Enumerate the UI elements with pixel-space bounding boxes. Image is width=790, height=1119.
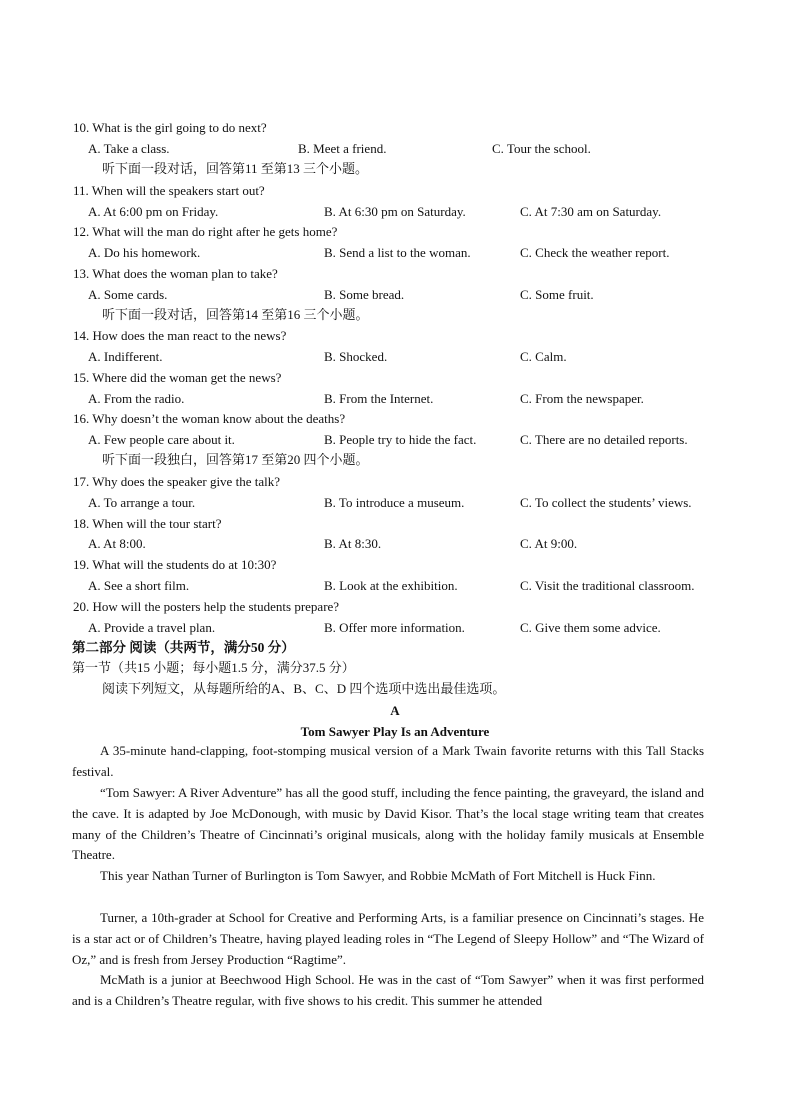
passage-paragraph: This year Nathan Turner of Burlington is Tom Sawyer, and Robbie McMath of Fort Mitchell is Huck Finn. bbox=[100, 868, 656, 883]
option-c: C. Give them some advice. bbox=[520, 620, 661, 635]
option-c: C. At 7:30 am on Saturday. bbox=[520, 204, 662, 219]
option-b: B. At 8:30. bbox=[324, 536, 382, 551]
question-stem: 17. Why does the speaker give the talk? bbox=[73, 474, 280, 489]
question-stem: 18. When will the tour start? bbox=[73, 516, 222, 531]
question-stem: 11. When will the speakers start out? bbox=[73, 183, 265, 198]
option-c: C. Check the weather report. bbox=[520, 245, 670, 260]
option-b: B. Meet a friend. bbox=[298, 141, 387, 156]
option-b: B. At 6:30 pm on Saturday. bbox=[324, 204, 466, 219]
passage-paragraph: A 35-minute hand-clapping, foot-stomping musical version of a Mark Twain favorite returns with this Tall Stacks festival. bbox=[72, 743, 704, 779]
option-a: A. Take a class. bbox=[88, 141, 170, 156]
option-c: C. Calm. bbox=[520, 349, 567, 364]
section-heading: 第一节（共15 小题；每小题1.5 分，满分37.5 分） bbox=[72, 660, 355, 675]
question-stem: 16. Why doesn’t the woman know about the deaths? bbox=[73, 411, 346, 426]
question-stem: 14. How does the man react to the news? bbox=[73, 328, 287, 343]
option-b: B. Some bread. bbox=[324, 287, 405, 302]
option-a: A. At 6:00 pm on Friday. bbox=[88, 204, 219, 219]
option-a: A. Indifferent. bbox=[88, 349, 163, 364]
option-c: C. Tour the school. bbox=[492, 141, 591, 156]
listening-instruction: 听下面一段对话，回答第11 至第13 三个小题。 bbox=[102, 161, 369, 176]
passage-label: A bbox=[390, 703, 400, 718]
option-c: C. At 9:00. bbox=[520, 536, 578, 551]
question-stem: 19. What will the students do at 10:30? bbox=[73, 557, 277, 572]
option-b: B. Send a list to the woman. bbox=[324, 245, 471, 260]
option-c: C. To collect the students’ views. bbox=[520, 495, 692, 510]
passage-paragraph: Turner, a 10th-grader at School for Creative and Performing Arts, is a familiar presence on Cincinnati’s stages. He is a star act or of Children’s Theatre, having played leading roles in “The Legend of Sleepy Hollow” and “The Wizard of Oz,” and is fresh from Jersey Production “Ragtime”. bbox=[72, 910, 704, 967]
option-c: C. Some fruit. bbox=[520, 287, 594, 302]
listening-instruction: 听下面一段对话，回答第14 至第16 三个小题。 bbox=[102, 307, 369, 322]
question-stem: 20. How will the posters help the students prepare? bbox=[73, 599, 340, 614]
option-b: B. People try to hide the fact. bbox=[324, 432, 477, 447]
passage-paragraph: McMath is a junior at Beechwood High School. He was in the cast of “Tom Sawyer” when it was first performed and is a Children’s Theatre regular, with five shows to his credit. This summer he attended bbox=[72, 972, 704, 1008]
passage-paragraph: “Tom Sawyer: A River Adventure” has all the good stuff, including the fence painting, the graveyard, the island and the cave. It is adapted by Joe McDonough, with music by David Kisor. That’s the local stage writing team that creates many of the Children’s Theatre of Cincinnati’s original musicals, along with the holiday family musicals at Ensemble Theatre. bbox=[72, 785, 704, 863]
option-b: B. Offer more information. bbox=[324, 620, 465, 635]
listening-instruction: 听下面一段独白，回答第17 至第20 四个小题。 bbox=[102, 452, 369, 467]
option-b: B. Shocked. bbox=[324, 349, 388, 364]
option-a: A. Few people care about it. bbox=[88, 432, 235, 447]
option-a: A. Provide a travel plan. bbox=[88, 620, 216, 635]
question-stem: 13. What does the woman plan to take? bbox=[73, 266, 278, 281]
option-a: A. From the radio. bbox=[88, 391, 185, 406]
question-stem: 10. What is the girl going to do next? bbox=[73, 120, 267, 135]
option-a: A. Some cards. bbox=[88, 287, 168, 302]
reading-directions: 阅读下列短文，从每题所给的A、B、C、D 四个选项中选出最佳选项。 bbox=[102, 681, 506, 696]
question-stem: 12. What will the man do right after he gets home? bbox=[73, 224, 338, 239]
option-c: C. Visit the traditional classroom. bbox=[520, 578, 695, 593]
passage-title: Tom Sawyer Play Is an Adventure bbox=[300, 724, 490, 739]
option-a: A. Do his homework. bbox=[88, 245, 201, 260]
option-c: C. There are no detailed reports. bbox=[520, 432, 688, 447]
question-stem: 15. Where did the woman get the news? bbox=[73, 370, 282, 385]
option-b: B. To introduce a museum. bbox=[324, 495, 465, 510]
option-a: A. To arrange a tour. bbox=[88, 495, 196, 510]
part-heading: 第二部分 阅读（共两节，满分50 分） bbox=[72, 640, 295, 655]
option-a: A. At 8:00. bbox=[88, 536, 146, 551]
option-b: B. Look at the exhibition. bbox=[324, 578, 458, 593]
option-a: A. See a short film. bbox=[88, 578, 190, 593]
option-c: C. From the newspaper. bbox=[520, 391, 644, 406]
option-b: B. From the Internet. bbox=[324, 391, 434, 406]
